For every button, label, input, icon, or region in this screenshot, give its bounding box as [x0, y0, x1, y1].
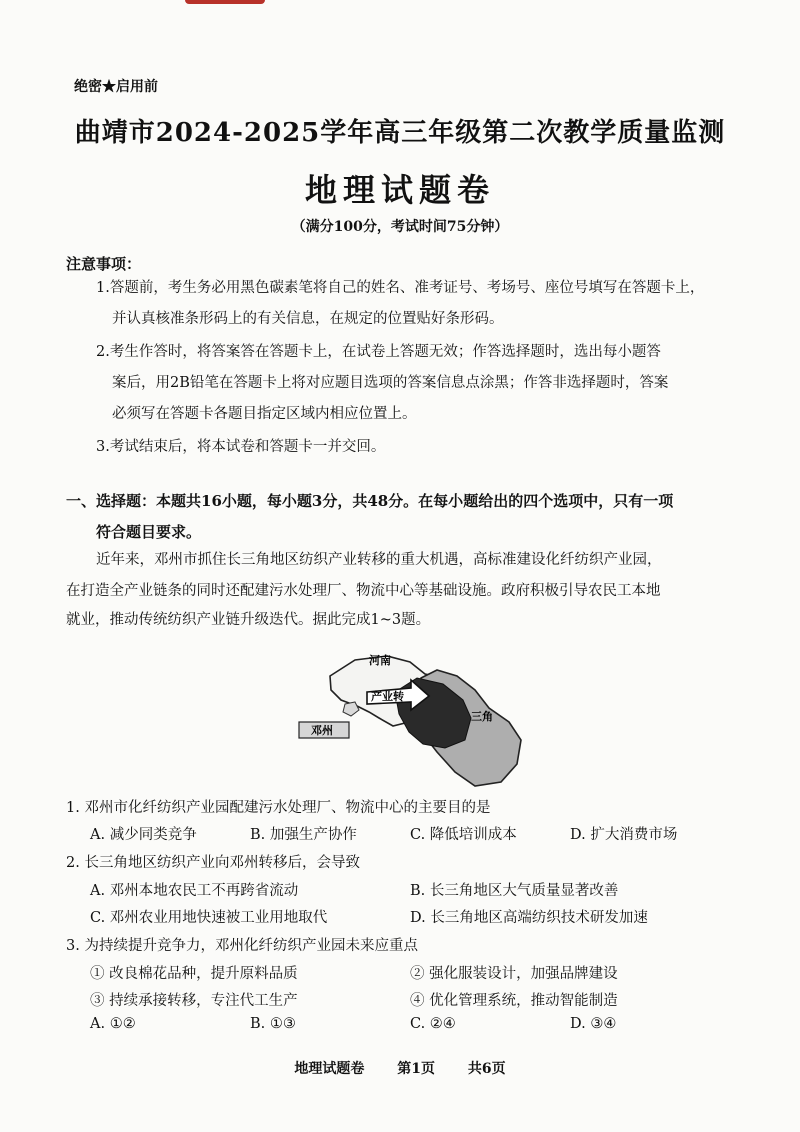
- question-stem: 1. 邓州市化纤纺织产业园配建污水处理厂、物流中心的主要目的是: [66, 800, 491, 816]
- option: C. 降低培训成本: [410, 827, 517, 843]
- section-heading: 一、选择题：本题共16小题，每小题3分，共48分。在每小题给出的四个选项中，只有一项: [66, 492, 674, 510]
- exam-title: 曲靖市2024-2025学年高三年级第二次教学质量监测: [74, 118, 726, 148]
- passage-line: 在打造全产业链条的同时还配建污水处理厂、物流中心等基础设施。政府积极引导农民工本地: [66, 583, 661, 599]
- delta-label: 三角: [471, 710, 493, 723]
- note-line: 案后，用2B铅笔在答题卡上将对应题目选项的答案信息点涂黑；作答非选择题时，答案: [112, 375, 669, 391]
- top-decoration: [185, 0, 265, 4]
- note-line: 2.考生作答时，将答案答在答题卡上，在试卷上答题无效；作答选择题时，选出每小题答: [96, 344, 661, 360]
- statement: ② 强化服装设计，加强品牌建设: [410, 966, 618, 982]
- footer-paper-name: 地理试题卷: [294, 1061, 365, 1077]
- statement: ① 改良棉花品种，提升原料品质: [90, 966, 298, 982]
- henan-label: 河南: [369, 654, 391, 667]
- confidential-mark: 绝密★启用前: [74, 79, 158, 95]
- note-line: 1.答题前，考生务必用黑色碳素笔将自己的姓名、准考证号、考场号、座位号填写在答题卡上，: [96, 280, 705, 296]
- option: D. 长三角地区高端纺织技术研发加速: [410, 910, 648, 926]
- option: C. ②④: [410, 1016, 456, 1032]
- subject-title: 地理试题卷: [304, 171, 495, 209]
- passage-line: 近年来，邓州市抓住长三角地区纺织产业转移的重大机遇，高标准建设化纤纺织产业园，: [96, 552, 662, 568]
- score-info: （满分100分，考试时间75分钟）: [291, 219, 509, 235]
- option: A. 减少同类竞争: [90, 827, 197, 843]
- page-footer: [0, 1058, 800, 1078]
- passage-line: 就业，推动传统纺织产业链升级迭代。据此完成1~3题。: [66, 612, 431, 628]
- note-line: 3.考试结束后，将本试卷和答题卡一并交回。: [96, 439, 386, 455]
- note-line: 必须写在答题卡各题目指定区域内相应位置上。: [112, 406, 417, 422]
- section-heading-cont: 符合题目要求。: [96, 523, 202, 541]
- arrow-label: 产业转: [371, 690, 404, 703]
- option: C. 邓州农业用地快速被工业用地取代: [90, 910, 328, 926]
- statement: ③ 持续承接转移，专注代工生产: [90, 993, 298, 1009]
- option: D. 扩大消费市场: [570, 827, 678, 843]
- footer-total-pages: 共6页: [467, 1061, 506, 1077]
- option: B. 加强生产协作: [250, 827, 357, 843]
- question-stem: 3. 为持续提升竞争力，邓州化纤纺织产业园未来应重点: [66, 938, 418, 954]
- dengzhou-area: [343, 702, 359, 716]
- question-stem: 2. 长三角地区纺织产业向邓州转移后，会导致: [66, 855, 360, 871]
- dengzhou-label: 邓州: [311, 724, 333, 737]
- option: B. 长三角地区大气质量显著改善: [410, 883, 619, 899]
- notes-heading: 注意事项：: [66, 255, 142, 273]
- option: A. 邓州本地农民工不再跨省流动: [90, 883, 299, 899]
- option: A. ①②: [90, 1016, 136, 1032]
- option: D. ③④: [570, 1016, 617, 1032]
- footer-page-number: 第1页: [397, 1061, 435, 1077]
- industry-transfer-map: [311, 648, 525, 788]
- option: B. ①③: [250, 1016, 296, 1032]
- note-line: 并认真核准条形码上的有关信息，在规定的位置贴好条形码。: [112, 311, 504, 327]
- statement: ④ 优化管理系统，推动智能制造: [410, 993, 618, 1009]
